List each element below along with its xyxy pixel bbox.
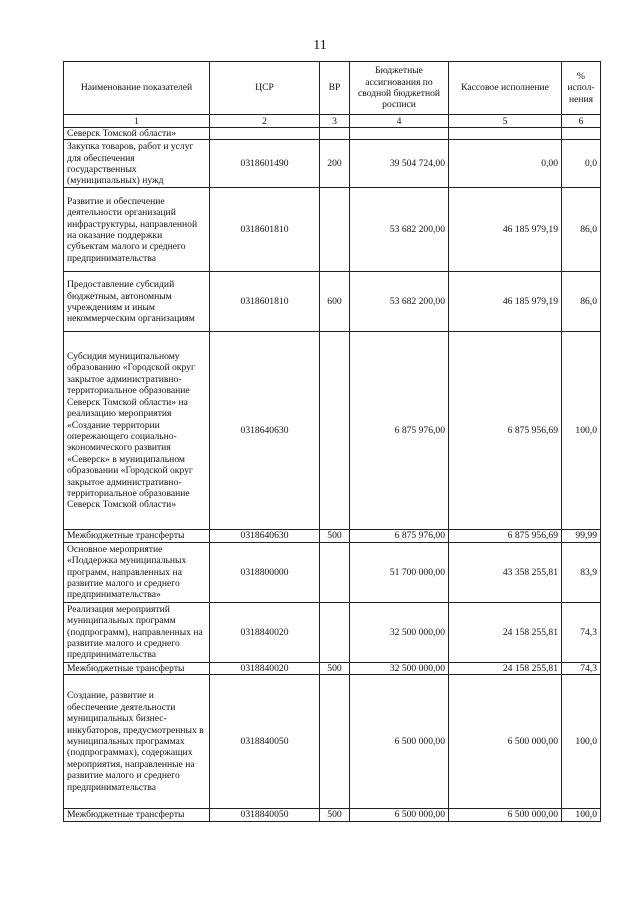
row-cash-execution: 46 185 979,19 [449, 272, 562, 332]
row-csr: 0318640630 [210, 530, 320, 542]
column-number: 1 [64, 115, 210, 128]
row-vr: 500 [320, 530, 350, 542]
row-csr: 0318640630 [210, 332, 320, 530]
header-cash-execution: Кассовое исполнение [449, 62, 562, 115]
row-execution-percent [562, 128, 601, 140]
row-name: Создание, развитие и обеспечение деятельности муниципальных бизнес-инкубаторов, предусмотренных в муниципальных программах (подпрограммах), содержащих мероприятия, направленные на развитие малого и среднего предпринимательства [64, 675, 210, 809]
row-cash-execution: 24 158 255,81 [449, 602, 562, 662]
row-execution-percent: 74,3 [562, 662, 601, 674]
table-body [64, 128, 601, 822]
row-cash-execution: 6 875 956,69 [449, 530, 562, 542]
row-csr [210, 128, 320, 140]
row-budget-assignment: 6 875 976,00 [350, 530, 449, 542]
row-budget-assignment [350, 128, 449, 140]
row-execution-percent: 74,3 [562, 602, 601, 662]
row-budget-assignment: 39 504 724,00 [350, 140, 449, 188]
row-name: Межбюджетные трансферты [64, 530, 210, 542]
table-row [64, 662, 601, 674]
row-csr: 0318601810 [210, 272, 320, 332]
table-row [64, 675, 601, 809]
column-number: 2 [210, 115, 320, 128]
column-number: 5 [449, 115, 562, 128]
table-row [64, 602, 601, 662]
row-budget-assignment: 6 500 000,00 [350, 675, 449, 809]
row-name: Субсидия муниципальному образованию «Городской округ закрытое административно-территориальное образование Северск Томской области» на реализацию мероприятия «Создание территории опережающего социально-экономического развития «Северск» в муниципальном образовании «Городской округ закрытое административно-территориальное образование Северск Томской области» [64, 332, 210, 530]
row-cash-execution: 46 185 979,19 [449, 188, 562, 272]
row-budget-assignment: 32 500 000,00 [350, 662, 449, 674]
row-cash-execution: 6 500 000,00 [449, 675, 562, 809]
row-vr [320, 542, 350, 602]
row-execution-percent: 100,0 [562, 332, 601, 530]
row-execution-percent: 99,99 [562, 530, 601, 542]
header-csr: ЦСР [210, 62, 320, 115]
row-vr: 600 [320, 272, 350, 332]
row-csr: 0318840050 [210, 809, 320, 821]
row-cash-execution: 6 875 956,69 [449, 332, 562, 530]
row-cash-execution: 43 358 255,81 [449, 542, 562, 602]
table-row [64, 530, 601, 542]
row-vr: 500 [320, 662, 350, 674]
table-row [64, 809, 601, 821]
row-cash-execution: 6 500 000,00 [449, 809, 562, 821]
row-budget-assignment: 6 500 000,00 [350, 809, 449, 821]
row-vr: 200 [320, 140, 350, 188]
row-execution-percent: 100,0 [562, 675, 601, 809]
row-budget-assignment: 53 682 200,00 [350, 272, 449, 332]
table-row [64, 140, 601, 188]
header-vr: ВР [320, 62, 350, 115]
row-name: Основное мероприятие «Поддержка муниципальных программ, направленных на развитие малого и среднего предпринимательства» [64, 542, 210, 602]
row-execution-percent: 83,9 [562, 542, 601, 602]
row-vr: 500 [320, 809, 350, 821]
row-cash-execution [449, 128, 562, 140]
row-name: Реализация мероприятий муниципальных программ (подпрограмм), направленных на развитие малого и среднего предпринимательства [64, 602, 210, 662]
row-name: Развитие и обеспечение деятельности организаций инфраструктуры, направленной на оказание поддержки субъектам малого и среднего предпринимательства [64, 188, 210, 272]
column-number-row [64, 115, 601, 128]
column-number: 6 [562, 115, 601, 128]
table-row [64, 272, 601, 332]
row-vr [320, 188, 350, 272]
row-name: Северск Томской области» [64, 128, 210, 140]
table-row [64, 332, 601, 530]
row-csr: 0318840020 [210, 662, 320, 674]
column-number: 4 [350, 115, 449, 128]
row-vr [320, 128, 350, 140]
row-cash-execution: 24 158 255,81 [449, 662, 562, 674]
row-budget-assignment: 53 682 200,00 [350, 188, 449, 272]
column-number: 3 [320, 115, 350, 128]
row-budget-assignment: 51 700 000,00 [350, 542, 449, 602]
header-budget-assignments: Бюджетные ассигнования по сводной бюджетной росписи [350, 62, 449, 115]
row-csr: 0318800000 [210, 542, 320, 602]
table-header-row [64, 62, 601, 115]
header-indicator-name: Наименование показателей [64, 62, 210, 115]
row-name: Предоставление субсидий бюджетным, автономным учреждениям и иным некоммерческим организациям [64, 272, 210, 332]
row-vr [320, 332, 350, 530]
row-vr [320, 602, 350, 662]
row-execution-percent: 0,0 [562, 140, 601, 188]
table-row [64, 128, 601, 140]
row-name: Межбюджетные трансферты [64, 662, 210, 674]
row-cash-execution: 0,00 [449, 140, 562, 188]
row-name: Закупка товаров, работ и услуг для обеспечения государственных (муниципальных) нужд [64, 140, 210, 188]
row-csr: 0318840050 [210, 675, 320, 809]
row-name: Межбюджетные трансферты [64, 809, 210, 821]
row-csr: 0318601490 [210, 140, 320, 188]
header-execution-percent: % испол-нения [562, 62, 601, 115]
row-csr: 0318840020 [210, 602, 320, 662]
row-budget-assignment: 6 875 976,00 [350, 332, 449, 530]
row-csr: 0318601810 [210, 188, 320, 272]
budget-execution-table [63, 61, 601, 822]
row-execution-percent: 86,0 [562, 272, 601, 332]
row-execution-percent: 86,0 [562, 188, 601, 272]
row-execution-percent: 100,0 [562, 809, 601, 821]
table-row [64, 188, 601, 272]
row-budget-assignment: 32 500 000,00 [350, 602, 449, 662]
page-number: 11 [313, 38, 327, 53]
table-row [64, 542, 601, 602]
row-vr [320, 675, 350, 809]
